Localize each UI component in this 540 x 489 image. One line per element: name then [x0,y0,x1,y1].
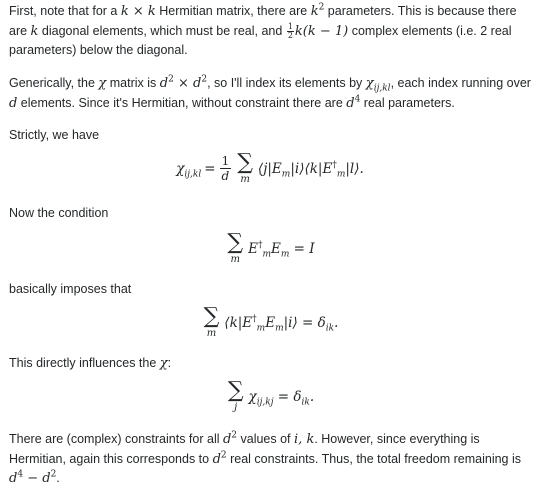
math-sup: 2 [220,450,227,461]
math-d: d [9,95,18,111]
math-sub: m [256,323,266,334]
text: basically imposes that [9,282,132,296]
math-terms [257,160,364,180]
math-terms [248,388,315,408]
math-sup: 2 [318,2,325,13]
math-d4-minus-d2 [9,471,56,486]
math-sup: 4 [17,469,24,480]
math-sub: ij,kl [373,83,391,94]
math-d2 [223,432,237,447]
paragraph-total-freedom [9,430,531,489]
math-base: χ [176,160,185,177]
paragraph-hermitian-parameters [9,2,531,60]
math-fraction [220,155,232,182]
math-base: d [346,95,355,111]
math-base: d [159,76,169,91]
paragraph-strictly [9,126,531,145]
text: , so I'll index its elements by [207,76,366,90]
math-term: ⟨j|E [257,160,282,177]
math-term: . [309,388,315,405]
text: complex elements (i.e. 2 real parameters) below the diagonal. [9,23,512,57]
math-k: k [30,23,39,39]
math-sub: m [280,249,290,260]
math-base: d [222,432,232,447]
text: real constraints. Thus, the total freedom remaining is [226,451,521,466]
math-k-by-k: k × k [120,4,156,19]
math-base: k [310,4,319,19]
sum-index: m [240,174,250,185]
math-k-k-minus-one: k(k − 1) [294,23,349,39]
math-base: d [193,76,202,91]
math-term: ⟨k|E [224,314,253,331]
text: elements. Since it's Hermitian, without constraint there are [17,95,347,110]
text: parameters. This is because there are [9,4,517,38]
sum-index: j [234,402,238,413]
math-i-k: i, k [294,432,315,447]
text: . [56,471,60,485]
math-d4 [346,96,360,111]
math-sup: 2 [168,74,174,85]
math-chi-ij-kl [365,76,391,94]
text: There are (complex) constraints for all [9,432,223,446]
math-summation [228,380,244,413]
math-term: E [248,240,258,257]
math-term: |i⟩ = δ [283,314,326,331]
math-sup: † [332,160,337,170]
paragraph-directly-influences [9,354,531,374]
paragraph-now-condition [9,204,531,223]
math-one-half [287,23,294,40]
math-term: = δ [273,388,302,405]
math-term: |i⟩⟨k|E [290,160,333,177]
math-d2-times-d2 [160,76,207,91]
equation-chi-definition [0,152,540,185]
math-sub: m [281,169,291,180]
text: This directly influences the [9,356,160,370]
math-base: d [212,451,221,467]
text: First, note that for a [9,4,121,18]
math-sub: ij,kj [256,397,274,408]
math-base: d [42,471,51,486]
math-d2 [213,452,227,467]
equation-chi-constraint [0,380,540,413]
equation-delta-condition [0,306,540,339]
math-sup: 2 [231,430,238,441]
math-sup: † [252,314,257,324]
equation-content [202,306,339,339]
equation-content [176,152,364,185]
text: Hermitian matrix, there are [155,4,311,18]
sum-sign: ∑ [227,378,244,403]
equation-content [225,232,314,265]
sum-sign: ∑ [227,230,244,255]
math-terms [248,240,315,260]
math-chi: χ [159,356,168,371]
math-term: E [265,314,276,331]
sum-sign: ∑ [203,304,220,329]
math-summation [227,232,243,265]
math-sub: ik [301,397,310,408]
math-op: − [23,471,43,486]
math-terms [224,314,339,334]
math-rhs: = I [289,240,315,257]
math-chi: χ [98,76,107,91]
math-k-squared [311,4,325,19]
text: matrix is [106,76,160,90]
paragraph-chi-matrix [9,74,531,113]
math-summation [204,306,220,339]
frac-den: d [221,169,230,183]
math-sub: m [336,169,346,180]
sum-index: m [230,254,240,265]
sum-index: m [206,328,217,339]
math-equals: = [204,160,216,177]
sum-sign: ∑ [237,150,253,175]
math-sub: m [262,249,271,260]
text: , each index running over [390,76,531,90]
text: values of [237,432,295,446]
math-sup: 2 [50,469,57,480]
math-term: |l⟩. [345,160,364,177]
text: real parameters. [360,95,455,110]
text: Strictly, we have [9,128,100,142]
math-sub: ij,kl [184,169,202,180]
frac-den: 2 [287,30,293,40]
math-term: . [334,314,339,331]
math-sub: ik [325,323,335,334]
text: . However, since everything is Hermitian, again this corresponds to [9,432,480,466]
math-lhs [176,160,202,180]
text: Now the condition [9,206,109,220]
text: diagonal elements, which must be real, and [38,23,286,38]
text: : [167,356,172,370]
math-term: χ [248,388,257,405]
math-base: χ [365,76,374,91]
math-base: d [9,471,18,486]
math-term: E [270,240,281,257]
math-summation [237,152,253,185]
text: Generically, the [9,76,99,90]
equation-content [226,380,314,413]
frac-num: 1 [221,154,230,168]
math-sup: 2 [201,74,208,85]
paragraph-basically-imposes [9,280,531,299]
math-sup: † [257,240,263,250]
math-sup: 4 [354,94,361,105]
math-op: × [173,76,194,91]
math-sub: m [275,323,284,334]
equation-completeness [0,232,540,265]
frac-num: 1 [287,21,293,31]
